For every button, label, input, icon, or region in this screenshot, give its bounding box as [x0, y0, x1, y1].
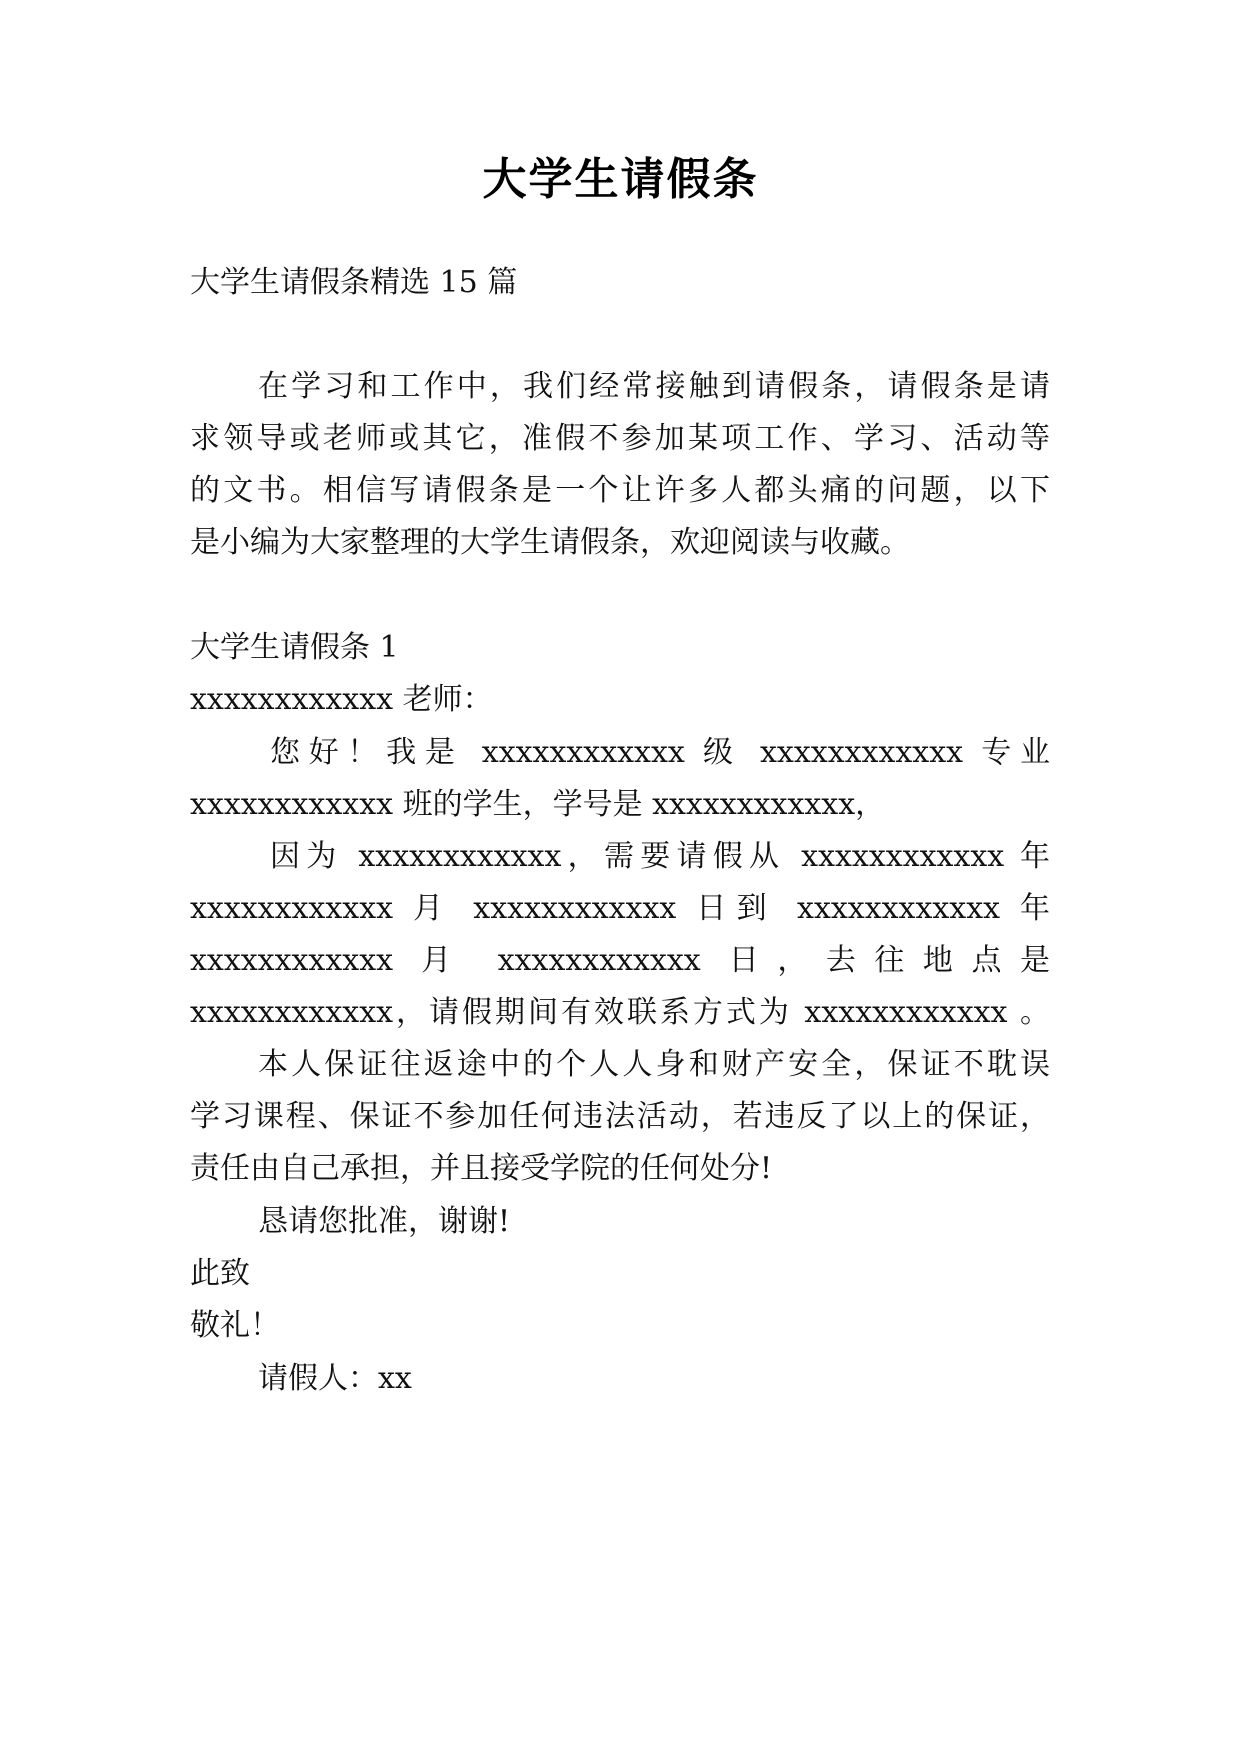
- guarantee-line: 本人保证往返途中的个人人身和财产安全，保证不耽误: [258, 1047, 1050, 1082]
- document-subtitle: 大学生请假条精选 15 篇: [190, 265, 518, 300]
- guarantee-line: 责任由自己承担，并且接受学院的任何处分!: [190, 1151, 773, 1186]
- letter-request: 恳请您批准，谢谢!: [258, 1204, 511, 1239]
- letter-salutation: xxxxxxxxxxxx 老师：: [190, 682, 493, 717]
- letter-regards: 敬礼！: [190, 1308, 280, 1343]
- reason-line: xxxxxxxxxxxx，请假期间有效联系方式为 xxxxxxxxxxxx 。: [190, 995, 1050, 1030]
- greeting-line: 您好！我是 xxxxxxxxxxxx 级 xxxxxxxxxxxx 专业: [270, 735, 1050, 770]
- reason-line: 因为 xxxxxxxxxxxx，需要请假从 xxxxxxxxxxxx 年: [270, 839, 1050, 874]
- reason-line: xxxxxxxxxxxx 月 xxxxxxxxxxxx 日，去往地点是: [190, 943, 1050, 978]
- letter-heading: 大学生请假条 1: [190, 630, 399, 665]
- intro-line: 求领导或老师或其它，准假不参加某项工作、学习、活动等: [190, 421, 1050, 456]
- reason-line: xxxxxxxxxxxx 月 xxxxxxxxxxxx 日到 xxxxxxxxxxxx 年: [190, 891, 1050, 926]
- document-title: 大学生请假条: [482, 154, 759, 205]
- intro-line: 在学习和工作中，我们经常接触到请假条，请假条是请: [258, 369, 1050, 404]
- letter-signature: 请假人：xx: [258, 1361, 412, 1396]
- greeting-line: xxxxxxxxxxxx 班的学生，学号是 xxxxxxxxxxxx，: [190, 787, 886, 822]
- letter-closing: 此致: [190, 1256, 250, 1291]
- guarantee-line: 学习课程、保证不参加任何违法活动，若违反了以上的保证，: [190, 1099, 1050, 1134]
- intro-line: 是小编为大家整理的大学生请假条，欢迎阅读与收藏。: [190, 525, 910, 560]
- intro-line: 的文书。相信写请假条是一个让许多人都头痛的问题，以下: [190, 473, 1050, 508]
